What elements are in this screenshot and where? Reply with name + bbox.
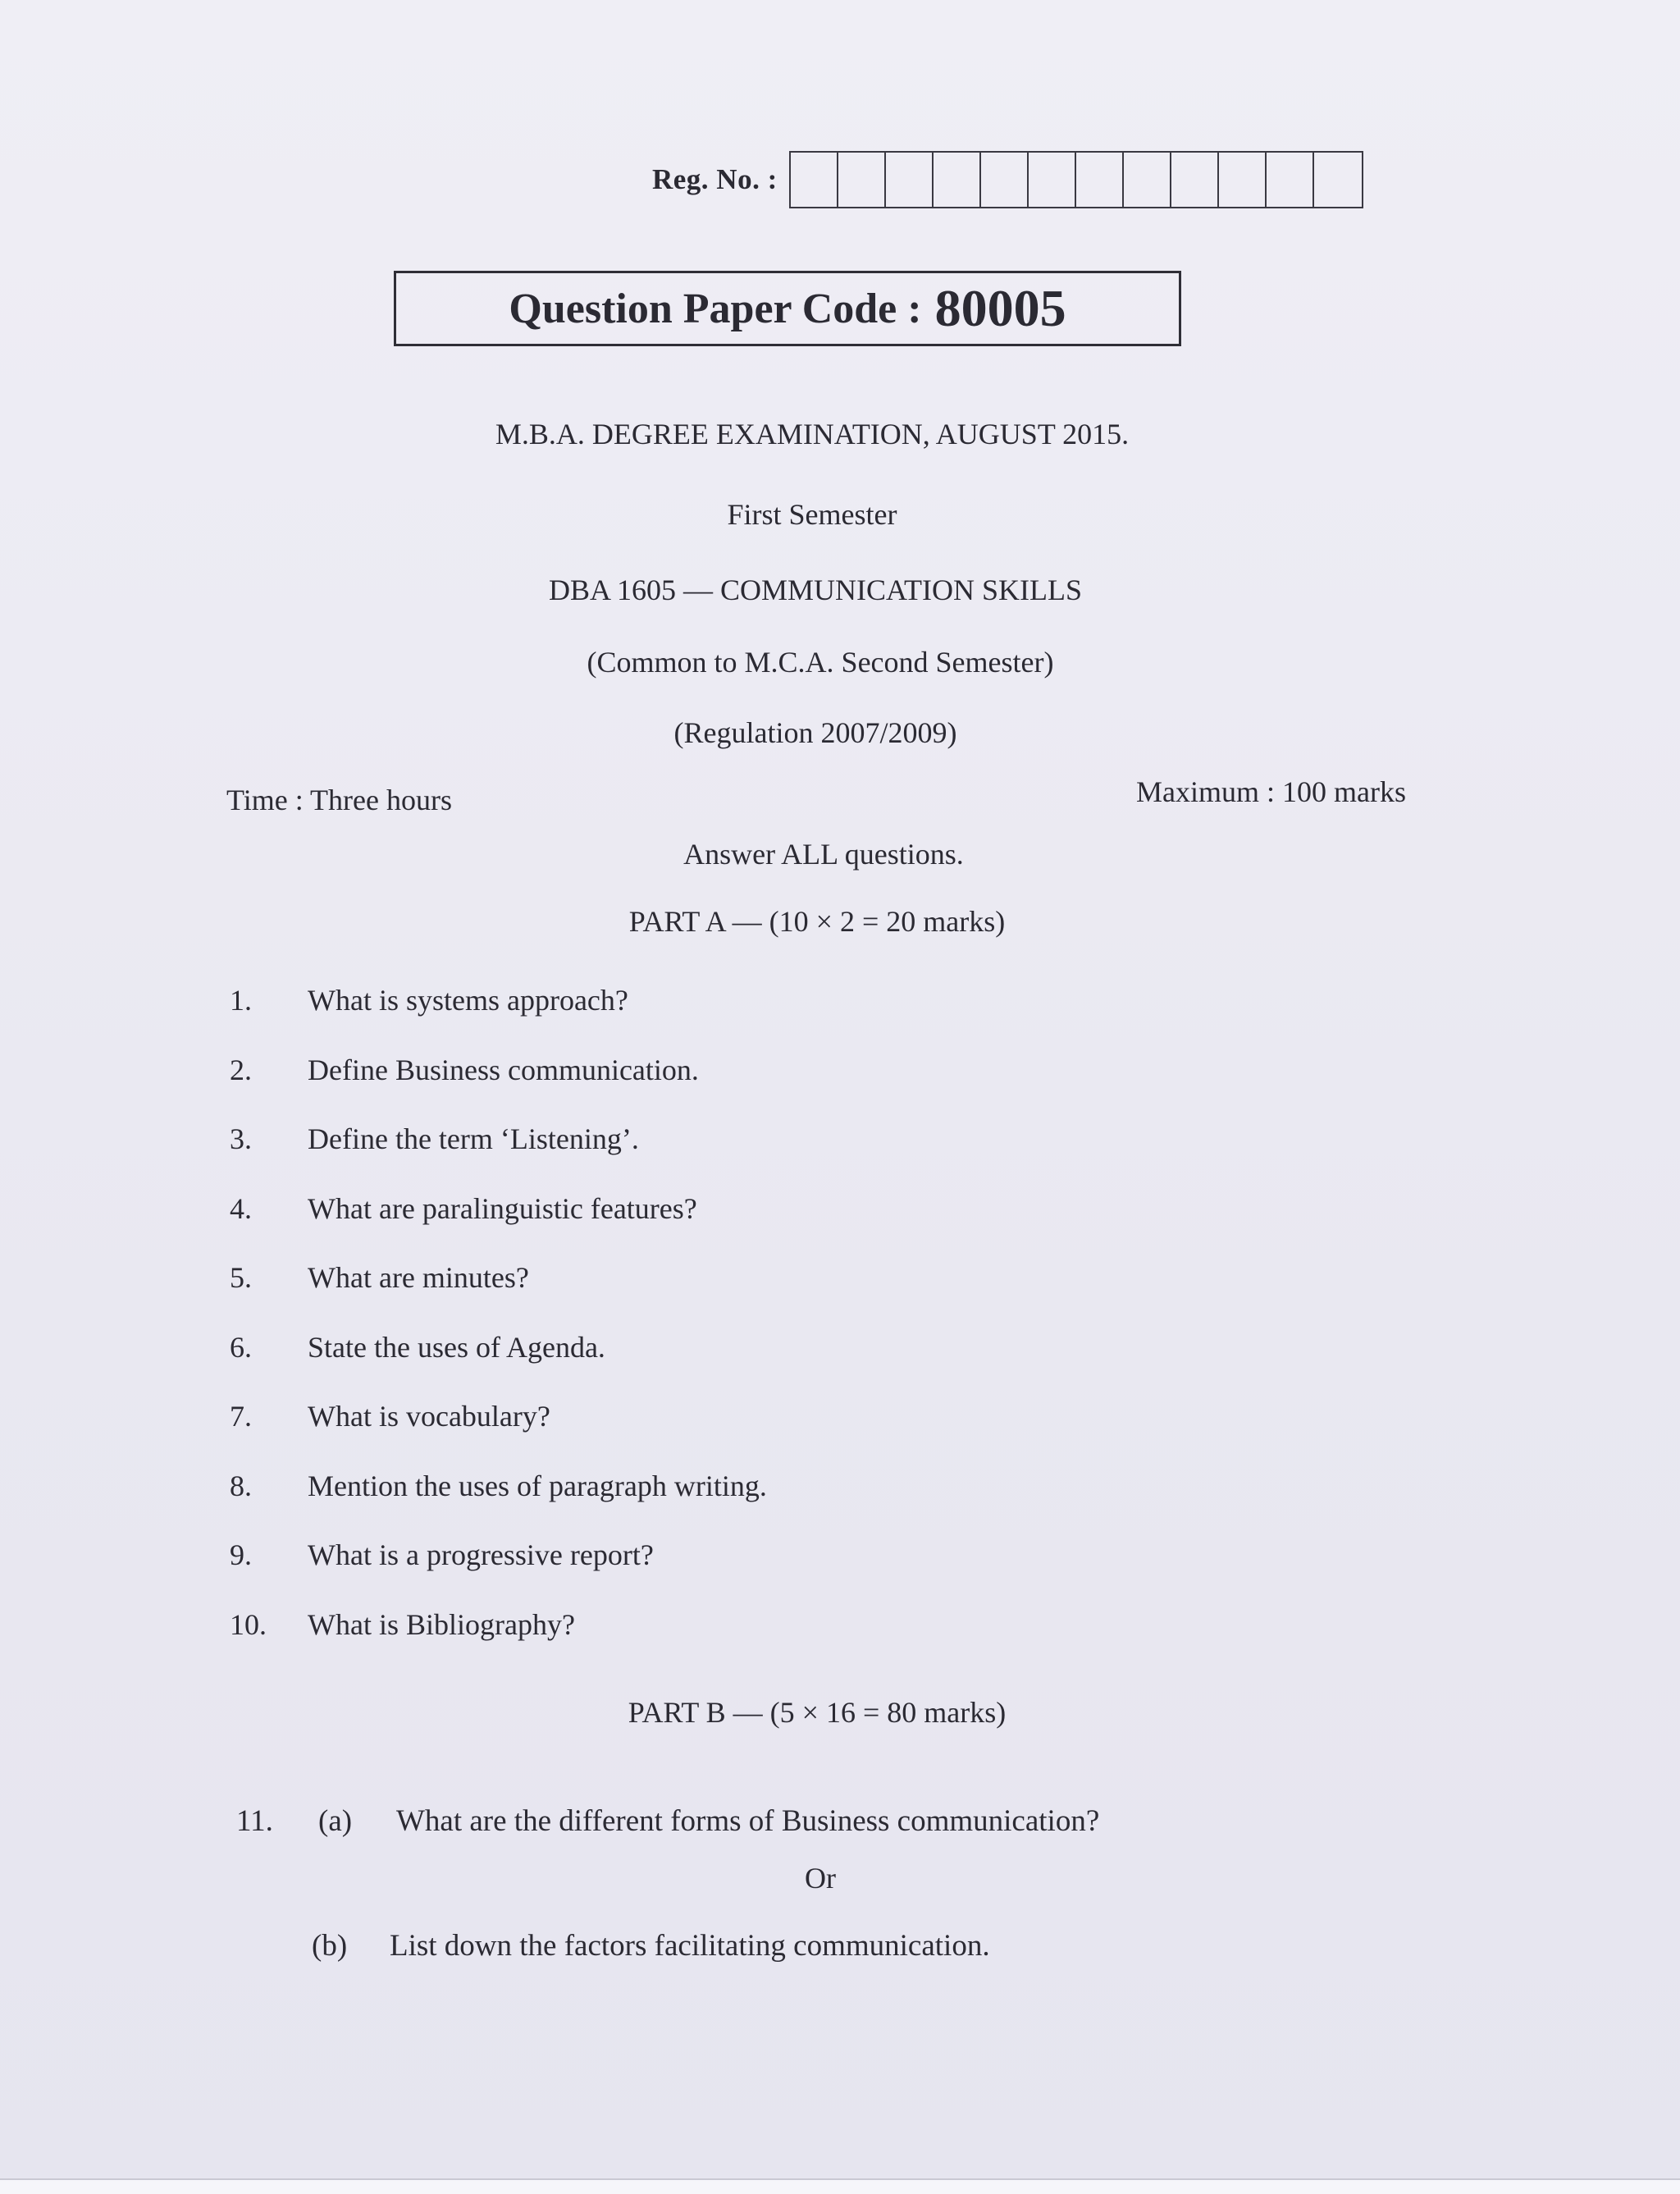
exam-title: M.B.A. DEGREE EXAMINATION, AUGUST 2015.	[495, 418, 1130, 450]
reg-number-label: Reg. No. :	[652, 163, 778, 195]
regulation: (Regulation 2007/2009)	[673, 716, 957, 749]
reg-number-boxes	[789, 151, 1363, 208]
question-text: What are paralinguistic features?	[308, 1191, 697, 1225]
reg-number-box	[1314, 153, 1362, 207]
question-paper-code-box	[394, 271, 1181, 346]
question-number: 10.	[230, 1607, 267, 1641]
question-number: 2.	[230, 1053, 252, 1086]
reg-number-box	[1219, 153, 1267, 207]
reg-number-box	[1171, 153, 1219, 207]
question-11b	[312, 1928, 990, 1963]
question-text: List down the factors facilitating communication.	[390, 1929, 990, 1963]
question-row	[230, 1260, 529, 1295]
question-number: 4.	[230, 1191, 252, 1225]
question-row	[230, 1191, 697, 1226]
question-number: 7.	[230, 1400, 252, 1433]
reg-number-box	[981, 153, 1029, 207]
question-text: Define Business communication.	[308, 1053, 699, 1086]
question-text: What is Bibliography?	[308, 1607, 575, 1641]
part-a-heading: PART A — (10 × 2 = 20 marks)	[628, 905, 1006, 938]
reg-number-box	[1267, 153, 1314, 207]
question-row	[230, 983, 628, 1017]
question-row	[230, 1469, 767, 1503]
question-text: What are minutes?	[308, 1261, 529, 1294]
reg-number-box	[1124, 153, 1171, 207]
option-label: (a)	[318, 1804, 353, 1838]
question-text: Define the term ‘Listening’.	[308, 1122, 639, 1155]
subject: DBA 1605 — COMMUNICATION SKILLS	[548, 574, 1083, 606]
reg-number-box	[886, 153, 934, 207]
reg-number-box	[934, 153, 981, 207]
question-number: 1.	[230, 984, 252, 1017]
question-row	[230, 1122, 639, 1156]
question-row	[230, 1538, 654, 1572]
reg-number-box	[791, 153, 838, 207]
question-text: What is a progressive report?	[308, 1538, 654, 1571]
question-paper-code-label: Question Paper Code :	[509, 285, 922, 332]
question-text: What is vocabulary?	[308, 1400, 550, 1433]
question-number: 6.	[230, 1330, 252, 1364]
question-row	[230, 1053, 699, 1087]
or-separator: Or	[805, 1862, 836, 1895]
question-text: Mention the uses of paragraph writing.	[308, 1469, 767, 1502]
reg-number-field	[652, 151, 1363, 208]
question-11a	[236, 1803, 1099, 1839]
question-row	[230, 1607, 575, 1642]
question-number: 9.	[230, 1538, 252, 1571]
max-marks: Maximum : 100 marks	[1136, 775, 1406, 808]
question-number: 8.	[230, 1469, 252, 1502]
question-text: State the uses of Agenda.	[308, 1330, 605, 1364]
exam-duration: Time : Three hours	[226, 784, 452, 816]
reg-number-box	[838, 153, 886, 207]
instruction: Answer ALL questions.	[683, 838, 964, 871]
reg-number-box	[1076, 153, 1124, 207]
semester: First Semester	[727, 498, 897, 531]
question-number: 11.	[236, 1804, 273, 1838]
page-bottom-edge	[0, 2178, 1680, 2194]
question-number: 5.	[230, 1261, 252, 1294]
question-row	[230, 1399, 550, 1433]
question-text: What is systems approach?	[308, 984, 628, 1017]
common-note: (Common to M.C.A. Second Semester)	[587, 646, 1054, 679]
reg-number-box	[1029, 153, 1076, 207]
option-label: (b)	[312, 1929, 348, 1963]
question-paper-code-value: 80005	[934, 279, 1066, 337]
question-row	[230, 1330, 605, 1364]
part-b-heading: PART B — (5 × 16 = 80 marks)	[628, 1696, 1007, 1729]
question-number: 3.	[230, 1122, 252, 1155]
question-text: What are the different forms of Business communication?	[396, 1804, 1100, 1838]
